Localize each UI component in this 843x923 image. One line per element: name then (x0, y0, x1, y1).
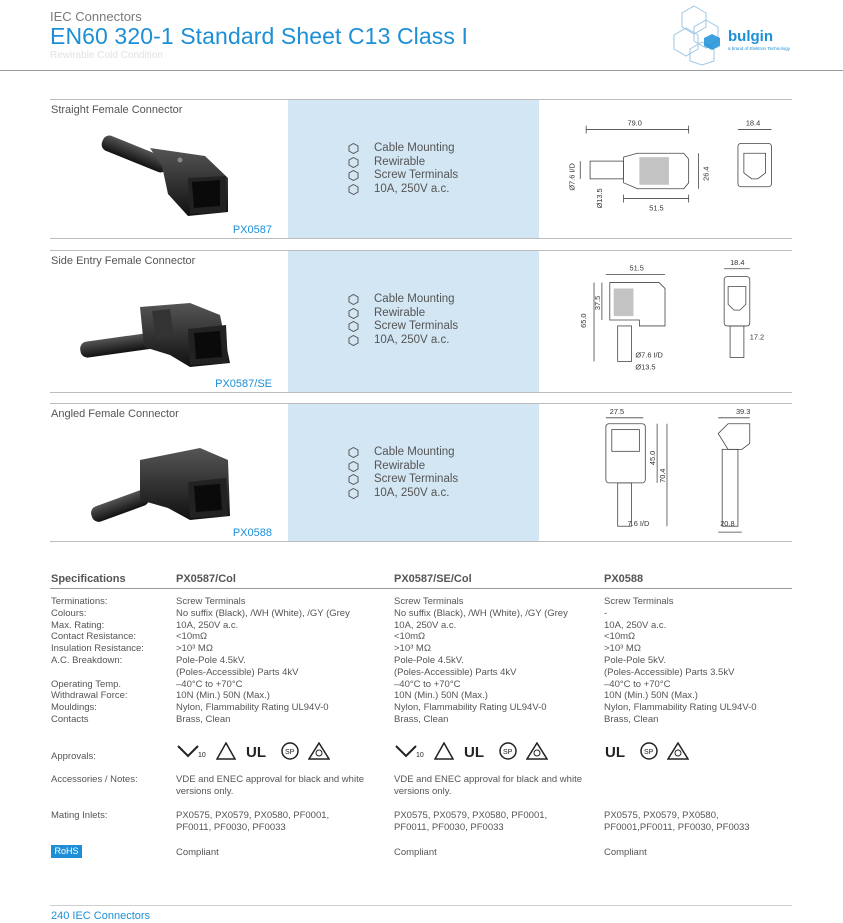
svg-text:SP: SP (503, 749, 513, 756)
notes-col1: VDE and ENEC approval for black and white versions only. (176, 774, 364, 797)
svg-text:SP: SP (644, 749, 654, 756)
hexagon-bullet-icon (348, 488, 359, 499)
feature-item: Rewirable (348, 307, 458, 321)
approvals-label: Approvals: (51, 751, 96, 762)
dimension-drawing (539, 404, 792, 541)
feature-item: 10A, 250V a.c. (348, 334, 458, 348)
specs-column-header: PX0588 (604, 573, 644, 585)
svg-text:10: 10 (416, 752, 424, 759)
page-subtitle: Rewirable Cold Condition (50, 50, 163, 61)
product-name: Side Entry Female Connector (51, 255, 196, 267)
dimension-label: Ø13.5 (594, 188, 604, 209)
hexagon-bullet-icon (348, 447, 359, 458)
spec-labels: Terminations: Colours: Max. Rating: Contact Resistance: Insulation Resistance: A.C. Breakdown: Operating Temp. Withdrawal Force: Mouldings: Contacts (51, 596, 144, 725)
hexagon-bullet-icon (348, 157, 359, 168)
specs-column-header: PX0587/Col (176, 573, 236, 585)
dimension-label: Ø7.6 I/D (635, 350, 663, 360)
dimension-label: 39.3 (735, 406, 751, 416)
page-title: EN60 320-1 Standard Sheet C13 Class I (50, 23, 468, 49)
rohs-status: Compliant (604, 847, 647, 858)
product-code: PX0587 (232, 224, 272, 236)
hexagon-bullet-icon (348, 335, 359, 346)
feature-item: Rewirable (348, 460, 458, 474)
csa-mark-icon (640, 742, 658, 760)
hexagon-bullet-icon (348, 170, 359, 181)
product-name: Angled Female Connector (51, 408, 179, 420)
notes-label: Accessories / Notes: (51, 774, 138, 785)
triangle-mark-icon (216, 742, 236, 760)
mating-label: Mating Inlets: (51, 810, 108, 821)
svg-text:UL: UL (605, 744, 625, 760)
dimension-label: 17.2 (749, 332, 765, 342)
dimension-drawing (539, 251, 792, 392)
dimension-label: Ø7.6 I/D (567, 163, 577, 191)
logo-tagline: a brand of Elektron Technology (728, 46, 790, 51)
product-name: Straight Female Connector (51, 104, 183, 116)
hexagon-bullet-icon (348, 184, 359, 195)
dimension-label: 18.4 (730, 257, 745, 267)
product-code: PX0587/SE (215, 378, 272, 390)
hexagon-bullet-icon (348, 461, 359, 472)
specs-divider (50, 588, 792, 589)
dimension-label: 65.0 (579, 313, 589, 328)
spec-values-col3: Screw Terminals - 10A, 250V a.c. <10mΩ >10³ MΩ Pole-Pole 5kV. (Poles-Accessible) Parts 3.5kV –40°C to +70°C 10N (Min.) 50N (Max.) Nylon, Flammability Rating UL94V-0 Brass, Clean (604, 596, 757, 725)
dimension-label: 20.8 (720, 519, 735, 529)
bulgin-logo (672, 4, 802, 66)
dimension-drawing (539, 100, 792, 238)
dimension-label: 7.6 I/D (627, 519, 650, 529)
vde-mark-icon (176, 742, 208, 760)
logo-wordmark: bulgin (728, 28, 773, 45)
feature-panel (288, 251, 539, 392)
feature-item: Screw Terminals (348, 473, 458, 487)
spec-values-col2: Screw Terminals No suffix (Black), /WH (White), /GY (Grey 10A, 250V a.c. <10mΩ >10³ MΩ Pole-Pole 4.5kV. (Poles-Accessible) Parts 4kV –40°C to +70°C 10N (Min.) 50N (Max.) Nylon, Flammability Rating UL94V-0 Brass, Clean (394, 596, 568, 725)
dimension-label: 70.4 (658, 468, 668, 483)
svg-text:UL: UL (245, 744, 266, 760)
feature-item: Cable Mounting (348, 142, 458, 156)
feature-item: Screw Terminals (348, 169, 458, 183)
dimension-label: 18.4 (745, 118, 761, 128)
dimension-label: Ø13.5 (635, 362, 656, 372)
svg-text:SP: SP (285, 749, 295, 756)
ul-recognized-icon (245, 742, 273, 760)
connector-photo (70, 267, 270, 377)
header-divider (0, 70, 843, 71)
mating-col2: PX0575, PX0579, PX0580, PF0001, PF0011, PF0030, PF0033 (394, 810, 548, 833)
dimension-label: 37.5 (592, 295, 602, 311)
rohs-badge: RoHS (51, 845, 82, 858)
vde-mark-icon (394, 742, 426, 760)
feature-item: 10A, 250V a.c. (348, 487, 458, 501)
triangle-mark-icon (434, 742, 454, 760)
svg-text:UL: UL (463, 744, 484, 760)
feature-item: Cable Mounting (348, 293, 458, 307)
pse-mark-icon (667, 742, 689, 760)
section-category: IEC Connectors (50, 9, 142, 24)
feature-panel (288, 404, 539, 541)
approval-marks-col1 (176, 742, 334, 764)
ul-recognized-icon (604, 742, 632, 760)
csa-mark-icon (281, 742, 299, 760)
feature-item: 10A, 250V a.c. (348, 183, 458, 197)
dimension-label: 51.5 (629, 263, 644, 273)
feature-item: Cable Mounting (348, 446, 458, 460)
mating-col3: PX0575, PX0579, PX0580, PF0001,PF0011, PF0030, PF0033 (604, 810, 750, 833)
hexagon-bullet-icon (348, 294, 359, 305)
hexagon-bullet-icon (348, 474, 359, 485)
spec-values-col1: Screw Terminals No suffix (Black), /WH (White), /GY (Grey 10A, 250V a.c. <10mΩ >10³ MΩ Pole-Pole 4.5kV. (Poles-Accessible) Parts 4kV –40°C to +70°C 10N (Min.) 50N (Max.) Nylon, Flammability Rating UL94V-0 Brass, Clean (176, 596, 350, 725)
product-row-side-entry (50, 250, 792, 393)
dimension-label: 45.0 (648, 450, 658, 466)
product-code: PX0588 (232, 527, 272, 539)
rohs-status: Compliant (394, 847, 437, 858)
feature-list (348, 293, 458, 347)
product-row-straight (50, 99, 792, 239)
specs-heading: Specifications (51, 573, 126, 585)
feature-item: Rewirable (348, 156, 458, 170)
hexagon-bullet-icon (348, 308, 359, 319)
connector-photo (70, 420, 270, 530)
page-footer: 240 IEC Connectors (51, 910, 151, 922)
dimension-label: 51.5 (649, 203, 664, 213)
dimension-label: 26.4 (701, 166, 711, 181)
pse-mark-icon (526, 742, 548, 760)
dimension-label: 27.5 (609, 406, 625, 416)
feature-list (348, 142, 458, 196)
svg-text:10: 10 (198, 752, 206, 759)
pse-mark-icon (308, 742, 330, 760)
hexagon-bullet-icon (348, 143, 359, 154)
hexagon-bullet-icon (348, 321, 359, 332)
product-row-angled (50, 403, 792, 542)
feature-panel (288, 100, 539, 238)
footer-divider (50, 905, 792, 906)
feature-list (348, 446, 458, 500)
feature-item: Screw Terminals (348, 320, 458, 334)
hexagon-logo-icon (672, 4, 728, 66)
specs-column-header: PX0587/SE/Col (394, 573, 472, 585)
mating-col1: PX0575, PX0579, PX0580, PF0001, PF0011, PF0030, PF0033 (176, 810, 330, 833)
approval-marks-col2 (394, 742, 552, 764)
dimension-label: 79.0 (627, 118, 642, 128)
rohs-status: Compliant (176, 847, 219, 858)
connector-photo (70, 116, 270, 226)
notes-col2: VDE and ENEC approval for black and white versions only. (394, 774, 582, 797)
approval-marks-col3 (604, 742, 693, 764)
ul-recognized-icon (463, 742, 491, 760)
csa-mark-icon (499, 742, 517, 760)
